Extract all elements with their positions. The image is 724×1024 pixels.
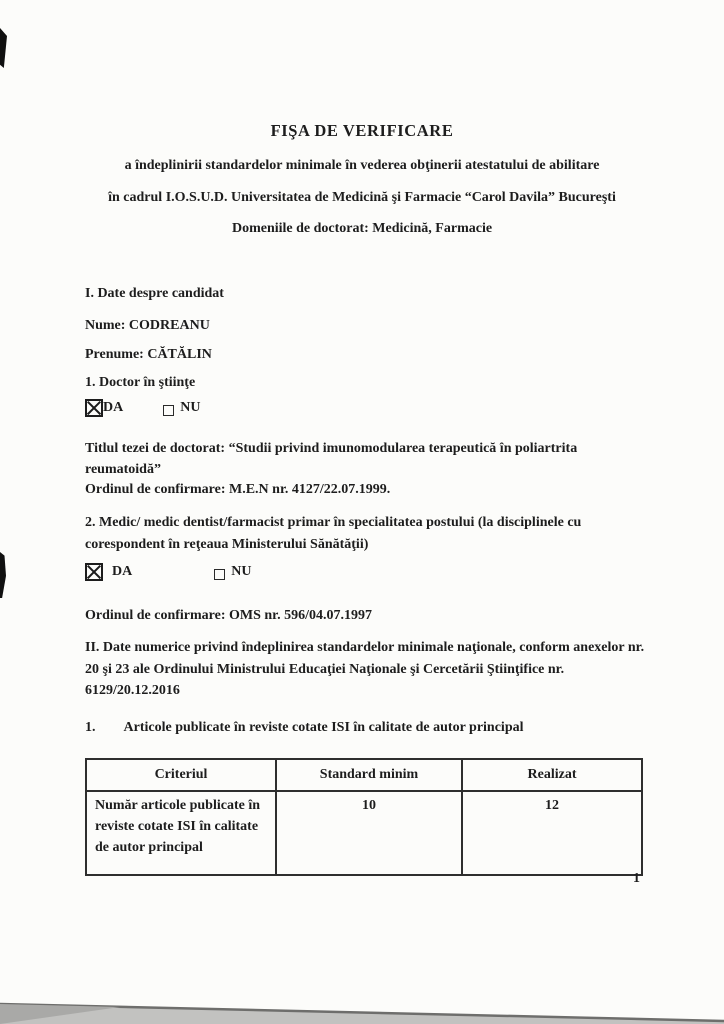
cell-standard-minim: 10 — [276, 791, 462, 875]
page-number: 1 — [633, 871, 640, 886]
scan-artifact-top-left — [0, 28, 7, 68]
section2-heading: II. Date numerice privind îndeplinirea standardelor minimale naţionale, conform anexelor nr. 20 şi 23 ale Ordinului Ministrului Educaţiei Naţionale şi Cercetării Ştiinţifice nr. 6129/20.12.2016 — [85, 640, 645, 698]
q1-nu-label: NU — [180, 400, 201, 415]
table-header-criteriul: Criteriul — [86, 759, 276, 791]
section1-heading: I. Date despre candidat — [85, 286, 224, 301]
table-header-realizat: Realizat — [462, 759, 642, 791]
item1-number: 1. — [85, 720, 96, 735]
question1-label: 1. Doctor în ştiinţe — [85, 375, 196, 390]
checkbox-empty-icon — [163, 405, 174, 416]
table-header-row — [86, 759, 642, 791]
cell-criteriul: Număr articole publicate în reviste cotate ISI în calitate de autor principal — [86, 791, 276, 875]
table-header-standard-minim: Standard minim — [276, 759, 462, 791]
thesis-title: Titlul tezei de doctorat: “Studii privind imunomodularea terapeutică în poliartrita reumatoidă” — [85, 441, 578, 477]
checkbox-checked-icon — [85, 563, 103, 581]
question1-answer-row — [85, 399, 200, 417]
document-subtitle-1: a îndeplinirii standardelor minimale în vederea obţinerii atestatului de abilitare — [124, 158, 600, 173]
document-title: FIŞA DE VERIFICARE — [270, 121, 454, 140]
q1-da-label: DA — [103, 400, 124, 415]
checkbox-empty-icon — [214, 569, 225, 580]
document-subtitle-2: în cadrul I.O.S.U.D. Universitatea de Medicină şi Farmacie “Carol Davila” Bucureşti — [108, 190, 616, 205]
table-row — [86, 791, 642, 875]
confirmation-order-2: Ordinul de confirmare: OMS nr. 596/04.07.1997 — [85, 608, 372, 623]
candidate-first-name: Prenume: CĂTĂLIN — [85, 347, 212, 362]
document-subtitle-3: Domeniile de doctorat: Medicină, Farmacie — [231, 221, 493, 236]
checkbox-checked-icon — [85, 399, 103, 417]
scan-artifact-mid-left — [0, 552, 6, 598]
question2-answer-row — [85, 563, 251, 581]
confirmation-order-1: Ordinul de confirmare: M.E.N nr. 4127/22.07.1999. — [85, 482, 391, 497]
item1-text: Articole publicate în reviste cotate ISI în calitate de autor principal — [123, 720, 524, 735]
section2-item1 — [85, 717, 645, 738]
question2-label: 2. Medic/ medic dentist/farmacist primar în specialitatea postului (la disciplinele cu corespondent în reţeaua Ministerului Sănătăţii) — [85, 515, 582, 552]
q2-nu-label: NU — [231, 564, 252, 579]
cell-realizat: 12 — [462, 791, 642, 875]
candidate-last-name: Nume: CODREANU — [85, 318, 210, 333]
scan-page-bottom-edge — [0, 984, 724, 1024]
q2-da-label: DA — [112, 564, 133, 579]
criteria-table — [85, 758, 643, 876]
